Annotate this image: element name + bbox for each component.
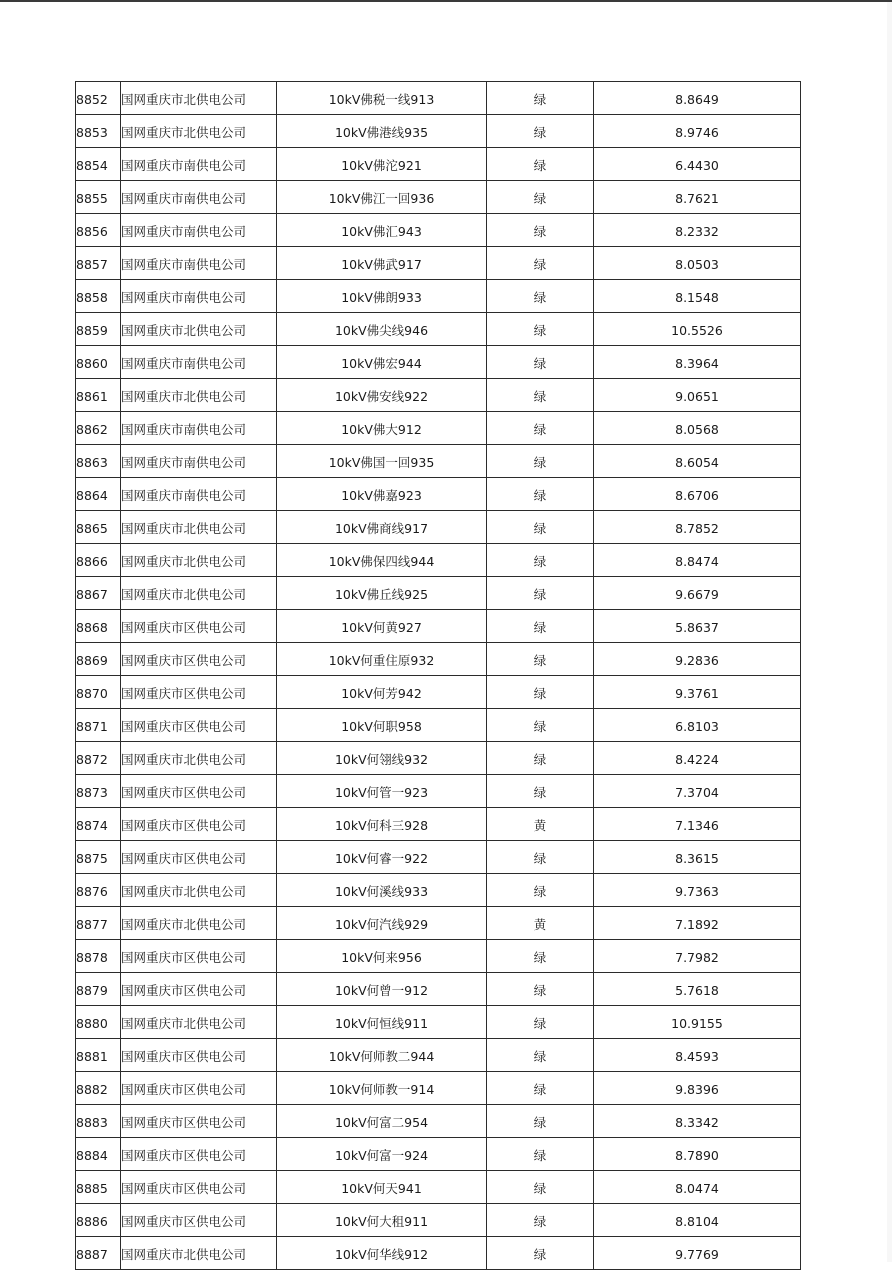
table-row bbox=[76, 247, 801, 280]
company-cell: 国网重庆市区供电公司 bbox=[121, 1204, 277, 1237]
table-row bbox=[76, 1072, 801, 1105]
row-id-cell: 8852 bbox=[76, 82, 121, 115]
value-cell: 7.1892 bbox=[594, 907, 801, 940]
table-row bbox=[76, 973, 801, 1006]
row-id-cell: 8871 bbox=[76, 709, 121, 742]
status-cell: 绿 bbox=[487, 148, 594, 181]
value-cell: 9.8396 bbox=[594, 1072, 801, 1105]
value-cell: 8.7621 bbox=[594, 181, 801, 214]
company-cell: 国网重庆市区供电公司 bbox=[121, 1039, 277, 1072]
company-cell: 国网重庆市南供电公司 bbox=[121, 478, 277, 511]
line-name-cell: 10kV佛商线917 bbox=[277, 511, 487, 544]
line-name-cell: 10kV佛丘线925 bbox=[277, 577, 487, 610]
row-id-cell: 8868 bbox=[76, 610, 121, 643]
line-name-cell: 10kV佛尖线946 bbox=[277, 313, 487, 346]
line-name-cell: 10kV佛国一回935 bbox=[277, 445, 487, 478]
line-name-cell: 10kV佛沱921 bbox=[277, 148, 487, 181]
value-cell: 8.4224 bbox=[594, 742, 801, 775]
status-cell: 绿 bbox=[487, 1006, 594, 1039]
company-cell: 国网重庆市北供电公司 bbox=[121, 1237, 277, 1270]
status-cell: 绿 bbox=[487, 1039, 594, 1072]
line-name-cell: 10kV佛税一线913 bbox=[277, 82, 487, 115]
value-cell: 10.5526 bbox=[594, 313, 801, 346]
value-cell: 8.2332 bbox=[594, 214, 801, 247]
row-id-cell: 8863 bbox=[76, 445, 121, 478]
line-name-cell: 10kV佛宏944 bbox=[277, 346, 487, 379]
line-name-cell: 10kV何黄927 bbox=[277, 610, 487, 643]
company-cell: 国网重庆市区供电公司 bbox=[121, 808, 277, 841]
line-name-cell: 10kV何职958 bbox=[277, 709, 487, 742]
status-cell: 绿 bbox=[487, 412, 594, 445]
table-row bbox=[76, 379, 801, 412]
company-cell: 国网重庆市北供电公司 bbox=[121, 577, 277, 610]
line-name-cell: 10kV佛汇943 bbox=[277, 214, 487, 247]
line-name-cell: 10kV何芳942 bbox=[277, 676, 487, 709]
table-row bbox=[76, 445, 801, 478]
page-right-edge bbox=[887, 2, 892, 1262]
table-row bbox=[76, 676, 801, 709]
value-cell: 9.2836 bbox=[594, 643, 801, 676]
table-body bbox=[76, 82, 801, 1270]
status-cell: 绿 bbox=[487, 841, 594, 874]
value-cell: 8.8104 bbox=[594, 1204, 801, 1237]
line-name-cell: 10kV何富一924 bbox=[277, 1138, 487, 1171]
line-name-cell: 10kV佛朗933 bbox=[277, 280, 487, 313]
feeder-data-table bbox=[75, 81, 801, 1270]
value-cell: 8.0503 bbox=[594, 247, 801, 280]
company-cell: 国网重庆市区供电公司 bbox=[121, 775, 277, 808]
status-cell: 绿 bbox=[487, 709, 594, 742]
value-cell: 9.7769 bbox=[594, 1237, 801, 1270]
company-cell: 国网重庆市区供电公司 bbox=[121, 940, 277, 973]
status-cell: 绿 bbox=[487, 346, 594, 379]
value-cell: 10.9155 bbox=[594, 1006, 801, 1039]
status-cell: 绿 bbox=[487, 577, 594, 610]
value-cell: 9.0651 bbox=[594, 379, 801, 412]
line-name-cell: 10kV何溪线933 bbox=[277, 874, 487, 907]
row-id-cell: 8859 bbox=[76, 313, 121, 346]
line-name-cell: 10kV何曾一912 bbox=[277, 973, 487, 1006]
company-cell: 国网重庆市区供电公司 bbox=[121, 610, 277, 643]
table-row bbox=[76, 1006, 801, 1039]
status-cell: 绿 bbox=[487, 511, 594, 544]
status-cell: 绿 bbox=[487, 1204, 594, 1237]
line-name-cell: 10kV佛江一回936 bbox=[277, 181, 487, 214]
row-id-cell: 8880 bbox=[76, 1006, 121, 1039]
row-id-cell: 8866 bbox=[76, 544, 121, 577]
value-cell: 8.3964 bbox=[594, 346, 801, 379]
line-name-cell: 10kV何来956 bbox=[277, 940, 487, 973]
line-name-cell: 10kV何睿一922 bbox=[277, 841, 487, 874]
row-id-cell: 8884 bbox=[76, 1138, 121, 1171]
value-cell: 8.8649 bbox=[594, 82, 801, 115]
line-name-cell: 10kV何管一923 bbox=[277, 775, 487, 808]
line-name-cell: 10kV佛大912 bbox=[277, 412, 487, 445]
line-name-cell: 10kV何恒线911 bbox=[277, 1006, 487, 1039]
company-cell: 国网重庆市区供电公司 bbox=[121, 1105, 277, 1138]
table-row bbox=[76, 478, 801, 511]
row-id-cell: 8872 bbox=[76, 742, 121, 775]
table-row bbox=[76, 775, 801, 808]
line-name-cell: 10kV何翎线932 bbox=[277, 742, 487, 775]
table-row bbox=[76, 115, 801, 148]
status-cell: 绿 bbox=[487, 973, 594, 1006]
row-id-cell: 8869 bbox=[76, 643, 121, 676]
table-row bbox=[76, 940, 801, 973]
company-cell: 国网重庆市南供电公司 bbox=[121, 412, 277, 445]
status-cell: 绿 bbox=[487, 610, 594, 643]
row-id-cell: 8861 bbox=[76, 379, 121, 412]
table-row bbox=[76, 577, 801, 610]
value-cell: 8.4593 bbox=[594, 1039, 801, 1072]
line-name-cell: 10kV何天941 bbox=[277, 1171, 487, 1204]
table-row bbox=[76, 148, 801, 181]
row-id-cell: 8875 bbox=[76, 841, 121, 874]
status-cell: 绿 bbox=[487, 676, 594, 709]
company-cell: 国网重庆市南供电公司 bbox=[121, 148, 277, 181]
table-row bbox=[76, 1204, 801, 1237]
table-row bbox=[76, 709, 801, 742]
company-cell: 国网重庆市北供电公司 bbox=[121, 313, 277, 346]
status-cell: 绿 bbox=[487, 1105, 594, 1138]
value-cell: 5.7618 bbox=[594, 973, 801, 1006]
status-cell: 绿 bbox=[487, 1138, 594, 1171]
table-row bbox=[76, 874, 801, 907]
value-cell: 8.6054 bbox=[594, 445, 801, 478]
row-id-cell: 8885 bbox=[76, 1171, 121, 1204]
value-cell: 5.8637 bbox=[594, 610, 801, 643]
value-cell: 8.9746 bbox=[594, 115, 801, 148]
status-cell: 绿 bbox=[487, 1072, 594, 1105]
value-cell: 8.1548 bbox=[594, 280, 801, 313]
row-id-cell: 8887 bbox=[76, 1237, 121, 1270]
line-name-cell: 10kV何重住原932 bbox=[277, 643, 487, 676]
company-cell: 国网重庆市北供电公司 bbox=[121, 82, 277, 115]
row-id-cell: 8886 bbox=[76, 1204, 121, 1237]
company-cell: 国网重庆市北供电公司 bbox=[121, 874, 277, 907]
value-cell: 8.6706 bbox=[594, 478, 801, 511]
status-cell: 绿 bbox=[487, 874, 594, 907]
row-id-cell: 8874 bbox=[76, 808, 121, 841]
company-cell: 国网重庆市南供电公司 bbox=[121, 445, 277, 478]
company-cell: 国网重庆市北供电公司 bbox=[121, 115, 277, 148]
row-id-cell: 8862 bbox=[76, 412, 121, 445]
row-id-cell: 8854 bbox=[76, 148, 121, 181]
value-cell: 8.0568 bbox=[594, 412, 801, 445]
status-cell: 绿 bbox=[487, 214, 594, 247]
value-cell: 6.4430 bbox=[594, 148, 801, 181]
company-cell: 国网重庆市北供电公司 bbox=[121, 1006, 277, 1039]
status-cell: 绿 bbox=[487, 247, 594, 280]
row-id-cell: 8873 bbox=[76, 775, 121, 808]
row-id-cell: 8877 bbox=[76, 907, 121, 940]
company-cell: 国网重庆市北供电公司 bbox=[121, 742, 277, 775]
status-cell: 绿 bbox=[487, 379, 594, 412]
table-row bbox=[76, 511, 801, 544]
status-cell: 绿 bbox=[487, 313, 594, 346]
table-row bbox=[76, 280, 801, 313]
company-cell: 国网重庆市北供电公司 bbox=[121, 379, 277, 412]
status-cell: 绿 bbox=[487, 82, 594, 115]
value-cell: 8.7890 bbox=[594, 1138, 801, 1171]
company-cell: 国网重庆市区供电公司 bbox=[121, 676, 277, 709]
table-row bbox=[76, 82, 801, 115]
company-cell: 国网重庆市南供电公司 bbox=[121, 181, 277, 214]
company-cell: 国网重庆市区供电公司 bbox=[121, 841, 277, 874]
status-cell: 绿 bbox=[487, 775, 594, 808]
table-row bbox=[76, 907, 801, 940]
table-row bbox=[76, 1138, 801, 1171]
row-id-cell: 8878 bbox=[76, 940, 121, 973]
status-cell: 绿 bbox=[487, 643, 594, 676]
row-id-cell: 8865 bbox=[76, 511, 121, 544]
value-cell: 6.8103 bbox=[594, 709, 801, 742]
status-cell: 绿 bbox=[487, 280, 594, 313]
status-cell: 绿 bbox=[487, 1171, 594, 1204]
status-cell: 绿 bbox=[487, 115, 594, 148]
line-name-cell: 10kV何华线912 bbox=[277, 1237, 487, 1270]
company-cell: 国网重庆市北供电公司 bbox=[121, 511, 277, 544]
value-cell: 7.7982 bbox=[594, 940, 801, 973]
table-row bbox=[76, 313, 801, 346]
value-cell: 9.6679 bbox=[594, 577, 801, 610]
status-cell: 绿 bbox=[487, 478, 594, 511]
line-name-cell: 10kV佛武917 bbox=[277, 247, 487, 280]
company-cell: 国网重庆市北供电公司 bbox=[121, 907, 277, 940]
row-id-cell: 8867 bbox=[76, 577, 121, 610]
table-row bbox=[76, 544, 801, 577]
company-cell: 国网重庆市区供电公司 bbox=[121, 1138, 277, 1171]
row-id-cell: 8870 bbox=[76, 676, 121, 709]
row-id-cell: 8882 bbox=[76, 1072, 121, 1105]
value-cell: 7.3704 bbox=[594, 775, 801, 808]
table-row bbox=[76, 841, 801, 874]
line-name-cell: 10kV何汽线929 bbox=[277, 907, 487, 940]
table-row bbox=[76, 1171, 801, 1204]
table-row bbox=[76, 808, 801, 841]
status-cell: 绿 bbox=[487, 1237, 594, 1270]
table-row bbox=[76, 1039, 801, 1072]
value-cell: 9.7363 bbox=[594, 874, 801, 907]
status-cell: 绿 bbox=[487, 544, 594, 577]
company-cell: 国网重庆市区供电公司 bbox=[121, 973, 277, 1006]
company-cell: 国网重庆市南供电公司 bbox=[121, 280, 277, 313]
value-cell: 8.0474 bbox=[594, 1171, 801, 1204]
line-name-cell: 10kV何大租911 bbox=[277, 1204, 487, 1237]
page-top-border bbox=[0, 0, 892, 2]
status-cell: 黄 bbox=[487, 808, 594, 841]
row-id-cell: 8857 bbox=[76, 247, 121, 280]
row-id-cell: 8864 bbox=[76, 478, 121, 511]
value-cell: 8.8474 bbox=[594, 544, 801, 577]
line-name-cell: 10kV何师教二944 bbox=[277, 1039, 487, 1072]
row-id-cell: 8853 bbox=[76, 115, 121, 148]
table-row bbox=[76, 181, 801, 214]
company-cell: 国网重庆市区供电公司 bbox=[121, 1072, 277, 1105]
status-cell: 绿 bbox=[487, 940, 594, 973]
row-id-cell: 8883 bbox=[76, 1105, 121, 1138]
status-cell: 绿 bbox=[487, 742, 594, 775]
value-cell: 8.7852 bbox=[594, 511, 801, 544]
value-cell: 8.3342 bbox=[594, 1105, 801, 1138]
line-name-cell: 10kV佛港线935 bbox=[277, 115, 487, 148]
line-name-cell: 10kV何师教一914 bbox=[277, 1072, 487, 1105]
row-id-cell: 8860 bbox=[76, 346, 121, 379]
value-cell: 9.3761 bbox=[594, 676, 801, 709]
status-cell: 绿 bbox=[487, 445, 594, 478]
row-id-cell: 8858 bbox=[76, 280, 121, 313]
company-cell: 国网重庆市北供电公司 bbox=[121, 544, 277, 577]
table-row bbox=[76, 610, 801, 643]
company-cell: 国网重庆市区供电公司 bbox=[121, 1171, 277, 1204]
value-cell: 8.3615 bbox=[594, 841, 801, 874]
line-name-cell: 10kV佛保四线944 bbox=[277, 544, 487, 577]
table-row bbox=[76, 742, 801, 775]
table-row bbox=[76, 1237, 801, 1270]
company-cell: 国网重庆市区供电公司 bbox=[121, 709, 277, 742]
table-row bbox=[76, 1105, 801, 1138]
line-name-cell: 10kV何科三928 bbox=[277, 808, 487, 841]
status-cell: 绿 bbox=[487, 181, 594, 214]
company-cell: 国网重庆市南供电公司 bbox=[121, 214, 277, 247]
value-cell: 7.1346 bbox=[594, 808, 801, 841]
line-name-cell: 10kV佛嘉923 bbox=[277, 478, 487, 511]
row-id-cell: 8855 bbox=[76, 181, 121, 214]
table-row bbox=[76, 346, 801, 379]
row-id-cell: 8879 bbox=[76, 973, 121, 1006]
row-id-cell: 8881 bbox=[76, 1039, 121, 1072]
table-row bbox=[76, 214, 801, 247]
table-row bbox=[76, 643, 801, 676]
company-cell: 国网重庆市南供电公司 bbox=[121, 346, 277, 379]
table-row bbox=[76, 412, 801, 445]
company-cell: 国网重庆市区供电公司 bbox=[121, 643, 277, 676]
line-name-cell: 10kV何富二954 bbox=[277, 1105, 487, 1138]
row-id-cell: 8856 bbox=[76, 214, 121, 247]
company-cell: 国网重庆市南供电公司 bbox=[121, 247, 277, 280]
status-cell: 黄 bbox=[487, 907, 594, 940]
line-name-cell: 10kV佛安线922 bbox=[277, 379, 487, 412]
row-id-cell: 8876 bbox=[76, 874, 121, 907]
